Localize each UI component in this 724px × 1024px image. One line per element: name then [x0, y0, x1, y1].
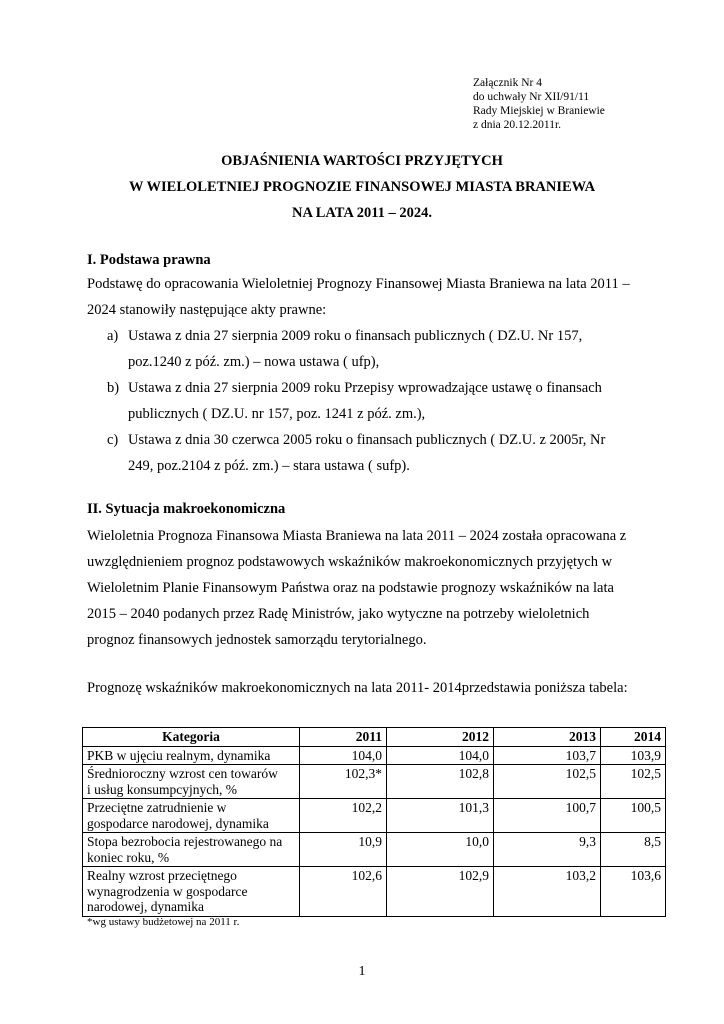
- list-item: [87, 323, 647, 375]
- table-row: [83, 799, 666, 833]
- macroeconomic-paragraph: [87, 523, 647, 653]
- list-item-line: publicznych ( DZ.U. nr 157, poz. 1241 z póź. zm.),: [128, 406, 426, 422]
- table-row: [83, 746, 666, 765]
- list-item-line: Ustawa z dnia 27 sierpnia 2009 roku Przepisy wprowadzające ustawę o finansach: [128, 380, 602, 396]
- category-cell: [83, 746, 300, 765]
- attachment-note: [473, 76, 605, 132]
- value-cell: 102,5: [494, 765, 601, 799]
- value-cell: 102,5: [601, 765, 666, 799]
- value-cell: 8,5: [601, 833, 666, 867]
- value-cell: 104,0: [387, 746, 494, 765]
- category-line: narodowej, dynamika: [87, 899, 204, 914]
- document-title: [0, 148, 724, 226]
- value-cell: 103,2: [494, 867, 601, 917]
- attachment-line: z dnia 20.12.2011r.: [473, 119, 562, 131]
- legal-acts-list: [87, 323, 647, 479]
- list-item: [87, 427, 647, 479]
- value-cell: 10,9: [300, 833, 387, 867]
- legal-basis-intro: [87, 271, 647, 323]
- attachment-line: do uchwały Nr XII/91/11: [473, 91, 590, 103]
- category-line: i usług konsumpcyjnych, %: [87, 781, 237, 797]
- category-line: Przeciętne zatrudnienie w: [87, 800, 227, 815]
- page-number: 1: [358, 964, 366, 979]
- paragraph-line: 2015 – 2040 podanych przez Radę Ministrów, jako wytyczne na potrzeby wieloletnich: [87, 606, 590, 622]
- title-line: OBJAŚNIENIA WARTOŚCI PRZYJĘTYCH: [221, 153, 503, 169]
- category-cell: [83, 765, 300, 799]
- category-cell: [83, 799, 300, 833]
- macro-indicators-table: [82, 727, 666, 917]
- column-header-year: 2014: [601, 728, 666, 747]
- table-row: [83, 867, 666, 917]
- table-intro: Prognozę wskaźników makroekonomicznych na lata 2011- 2014przedstawia poniższa tabela:: [87, 680, 628, 696]
- column-header-category: Kategoria: [83, 728, 300, 747]
- category-line: gospodarce narodowej, dynamika: [87, 815, 269, 831]
- section-heading-legal-basis: I. Podstawa prawna: [87, 252, 211, 268]
- value-cell: 102,3*: [300, 765, 387, 799]
- category-line: Średnioroczny wzrost cen towarów: [87, 766, 278, 781]
- list-item-line: 249, poz.2104 z póź. zm.) – stara ustawa ( sufp).: [128, 458, 410, 474]
- column-header-year: 2013: [494, 728, 601, 747]
- category-line: koniec roku, %: [87, 849, 170, 865]
- value-cell: 102,8: [387, 765, 494, 799]
- table-row: [83, 833, 666, 867]
- table-row: [83, 765, 666, 799]
- value-cell: 10,0: [387, 833, 494, 867]
- category-cell: [83, 833, 300, 867]
- column-header-year: 2011: [300, 728, 387, 747]
- value-cell: 100,7: [494, 799, 601, 833]
- list-item-label: a): [107, 328, 119, 344]
- table-header-row: [83, 728, 666, 747]
- value-cell: 100,5: [601, 799, 666, 833]
- value-cell: 102,6: [300, 867, 387, 917]
- attachment-line: Rady Miejskiej w Braniewie: [473, 105, 605, 117]
- value-cell: 104,0: [300, 746, 387, 765]
- paragraph-line: 2024 stanowiły następujące akty prawne:: [87, 302, 327, 318]
- paragraph-line: uwzględnieniem prognoz podstawowych wskaźników makroekonomicznych przyjętych w: [87, 554, 613, 570]
- value-cell: 103,6: [601, 867, 666, 917]
- paragraph-line: Wieloletnia Prognoza Finansowa Miasta Braniewa na lata 2011 – 2024 została opracowana z: [87, 528, 627, 544]
- category-line: PKB w ujęciu realnym, dynamika: [87, 747, 271, 763]
- list-item-line: Ustawa z dnia 30 czerwca 2005 roku o finansach publicznych ( DZ.U. z 2005r, Nr: [128, 432, 606, 448]
- category-line: Realny wzrost przeciętnego: [87, 868, 237, 883]
- paragraph-line: prognoz finansowych jednostek samorządu terytorialnego.: [87, 632, 427, 648]
- paragraph-line: Podstawę do opracowania Wieloletniej Prognozy Finansowej Miasta Braniewa na lata 2011 –: [87, 276, 630, 292]
- list-item-line: Ustawa z dnia 27 sierpnia 2009 roku o finansach publicznych ( DZ.U. Nr 157,: [128, 328, 583, 344]
- section-heading-macroeconomic: II. Sytuacja makroekonomiczna: [87, 501, 286, 517]
- title-line: NA LATA 2011 – 2024.: [291, 205, 433, 221]
- title-line: W WIELOLETNIEJ PROGNOZIE FINANSOWEJ MIASTA BRANIEWA: [128, 179, 596, 195]
- value-cell: 103,9: [601, 746, 666, 765]
- paragraph-line: Wieloletnim Planie Finansowym Państwa oraz na podstawie prognozy wskaźników na lata: [87, 580, 614, 596]
- value-cell: 103,7: [494, 746, 601, 765]
- table-footnote: *wg ustawy budżetowej na 2011 r.: [87, 916, 240, 928]
- value-cell: 102,9: [387, 867, 494, 917]
- list-item-label: b): [107, 380, 120, 396]
- value-cell: 9,3: [494, 833, 601, 867]
- category-line: wynagrodzenia w gospodarce: [87, 883, 248, 899]
- value-cell: 101,3: [387, 799, 494, 833]
- list-item-line: poz.1240 z póź. zm.) – nowa ustawa ( ufp),: [128, 354, 380, 370]
- column-header-year: 2012: [387, 728, 494, 747]
- list-item: [87, 375, 647, 427]
- category-cell: [83, 867, 300, 917]
- value-cell: 102,2: [300, 799, 387, 833]
- category-line: Stopa bezrobocia rejestrowanego na: [87, 834, 283, 849]
- list-item-label: c): [107, 432, 119, 448]
- attachment-line: Załącznik Nr 4: [473, 77, 542, 89]
